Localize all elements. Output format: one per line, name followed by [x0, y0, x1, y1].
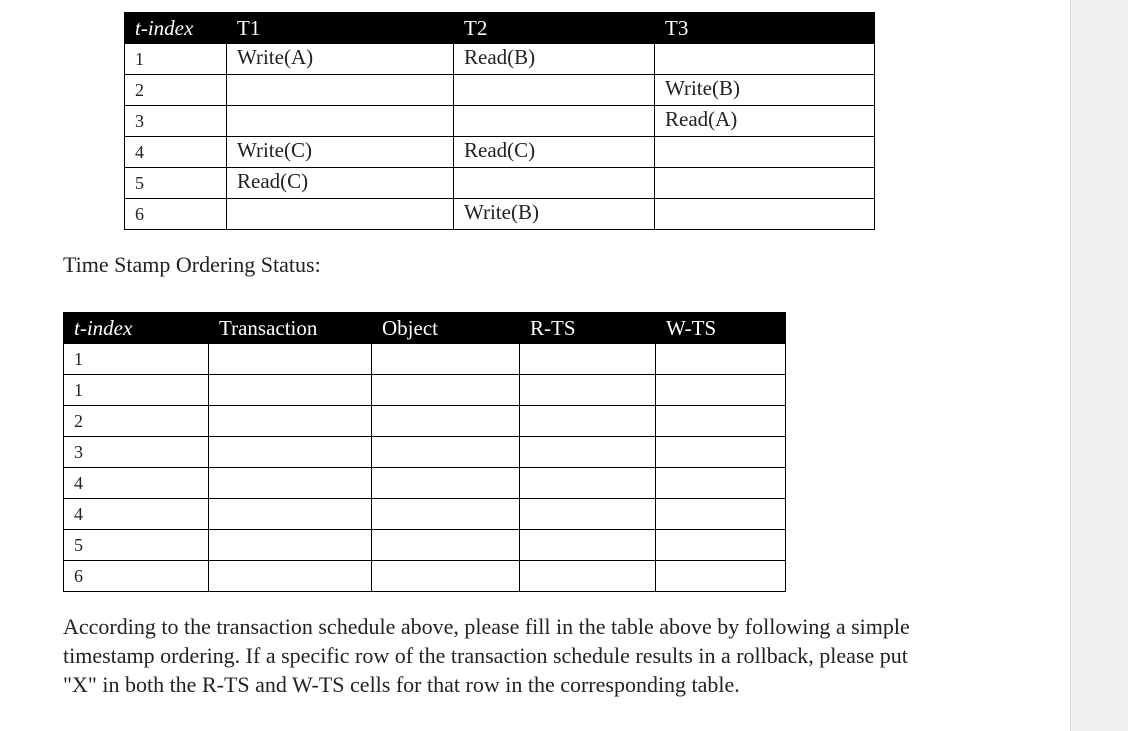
- timestamp-status-table: [63, 312, 786, 592]
- status-header-row: [64, 313, 786, 344]
- status-cell-w-ts[interactable]: [656, 344, 786, 375]
- schedule-cell-t3: [655, 168, 875, 199]
- status-cell-transaction[interactable]: [209, 530, 372, 561]
- schedule-cell-t3: [655, 137, 875, 168]
- schedule-cell-t-index: 3: [125, 106, 227, 137]
- status-header-object: Object: [372, 313, 520, 344]
- status-cell-object[interactable]: [372, 530, 520, 561]
- schedule-row: [125, 137, 875, 168]
- status-row: [64, 344, 786, 375]
- schedule-row: [125, 75, 875, 106]
- status-cell-transaction[interactable]: [209, 344, 372, 375]
- instructions-paragraph: According to the transaction schedule above, please fill in the table above by following a simple timestamp ordering. If a specific row of the transaction schedule results in a rollback, please put "X" in both the R-TS and W-TS cells for that row in the corresponding table.: [63, 614, 910, 697]
- schedule-row: [125, 106, 875, 137]
- status-header-r-ts: R-TS: [520, 313, 656, 344]
- status-cell-w-ts[interactable]: [656, 375, 786, 406]
- schedule-cell-t2: Read(B): [454, 44, 655, 75]
- schedule-cell-t3: [655, 44, 875, 75]
- schedule-cell-t-index: 1: [125, 44, 227, 75]
- status-cell-w-ts[interactable]: [656, 406, 786, 437]
- status-cell-t-index: 6: [64, 561, 209, 592]
- schedule-header-t1: T1: [227, 13, 454, 44]
- status-cell-r-ts[interactable]: [520, 406, 656, 437]
- status-cell-w-ts[interactable]: [656, 468, 786, 499]
- status-cell-r-ts[interactable]: [520, 375, 656, 406]
- status-cell-transaction[interactable]: [209, 406, 372, 437]
- status-cell-t-index: 5: [64, 530, 209, 561]
- schedule-cell-t1: [227, 106, 454, 137]
- status-cell-r-ts[interactable]: [520, 468, 656, 499]
- status-cell-t-index: 2: [64, 406, 209, 437]
- transaction-schedule-table: [124, 12, 875, 230]
- schedule-row: [125, 199, 875, 230]
- schedule-cell-t-index: 2: [125, 75, 227, 106]
- status-cell-t-index: 3: [64, 437, 209, 468]
- status-cell-t-index: 1: [64, 375, 209, 406]
- schedule-row: [125, 168, 875, 199]
- status-heading: Time Stamp Ordering Status:: [63, 252, 321, 277]
- schedule-cell-t2: [454, 168, 655, 199]
- status-cell-object[interactable]: [372, 344, 520, 375]
- schedule-cell-t1: Read(C): [227, 168, 454, 199]
- schedule-cell-t2: [454, 106, 655, 137]
- status-cell-transaction[interactable]: [209, 375, 372, 406]
- schedule-cell-t2: [454, 75, 655, 106]
- schedule-cell-t2: Write(B): [454, 199, 655, 230]
- schedule-cell-t1: Write(C): [227, 137, 454, 168]
- schedule-cell-t1: [227, 199, 454, 230]
- status-cell-object[interactable]: [372, 375, 520, 406]
- schedule-cell-t-index: 6: [125, 199, 227, 230]
- status-cell-w-ts[interactable]: [656, 499, 786, 530]
- status-cell-r-ts[interactable]: [520, 344, 656, 375]
- status-cell-object[interactable]: [372, 561, 520, 592]
- status-row: [64, 561, 786, 592]
- schedule-cell-t3: [655, 199, 875, 230]
- status-row: [64, 530, 786, 561]
- status-cell-object[interactable]: [372, 468, 520, 499]
- status-header-t-index: t-index: [64, 313, 209, 344]
- status-cell-r-ts[interactable]: [520, 437, 656, 468]
- status-cell-transaction[interactable]: [209, 561, 372, 592]
- status-cell-t-index: 1: [64, 344, 209, 375]
- schedule-cell-t1: Write(A): [227, 44, 454, 75]
- status-cell-w-ts[interactable]: [656, 561, 786, 592]
- status-cell-object[interactable]: [372, 499, 520, 530]
- schedule-row: [125, 44, 875, 75]
- schedule-header-t3: T3: [655, 13, 875, 44]
- status-cell-r-ts[interactable]: [520, 499, 656, 530]
- status-cell-transaction[interactable]: [209, 468, 372, 499]
- status-cell-w-ts[interactable]: [656, 437, 786, 468]
- status-cell-object[interactable]: [372, 437, 520, 468]
- schedule-cell-t2: Read(C): [454, 137, 655, 168]
- status-cell-t-index: 4: [64, 499, 209, 530]
- status-row: [64, 437, 786, 468]
- status-cell-transaction[interactable]: [209, 437, 372, 468]
- status-header-transaction: Transaction: [209, 313, 372, 344]
- status-cell-w-ts[interactable]: [656, 530, 786, 561]
- schedule-cell-t-index: 4: [125, 137, 227, 168]
- vertical-scrollbar[interactable]: [1070, 0, 1128, 731]
- status-cell-r-ts[interactable]: [520, 530, 656, 561]
- status-cell-t-index: 4: [64, 468, 209, 499]
- status-header-w-ts: W-TS: [656, 313, 786, 344]
- schedule-header-row: [125, 13, 875, 44]
- status-row: [64, 468, 786, 499]
- schedule-header-t-index: t-index: [125, 13, 227, 44]
- schedule-header-t2: T2: [454, 13, 655, 44]
- status-cell-object[interactable]: [372, 406, 520, 437]
- status-row: [64, 375, 786, 406]
- schedule-cell-t3: Read(A): [655, 106, 875, 137]
- status-row: [64, 406, 786, 437]
- schedule-cell-t3: Write(B): [655, 75, 875, 106]
- status-cell-r-ts[interactable]: [520, 561, 656, 592]
- status-row: [64, 499, 786, 530]
- status-cell-transaction[interactable]: [209, 499, 372, 530]
- schedule-cell-t-index: 5: [125, 168, 227, 199]
- schedule-cell-t1: [227, 75, 454, 106]
